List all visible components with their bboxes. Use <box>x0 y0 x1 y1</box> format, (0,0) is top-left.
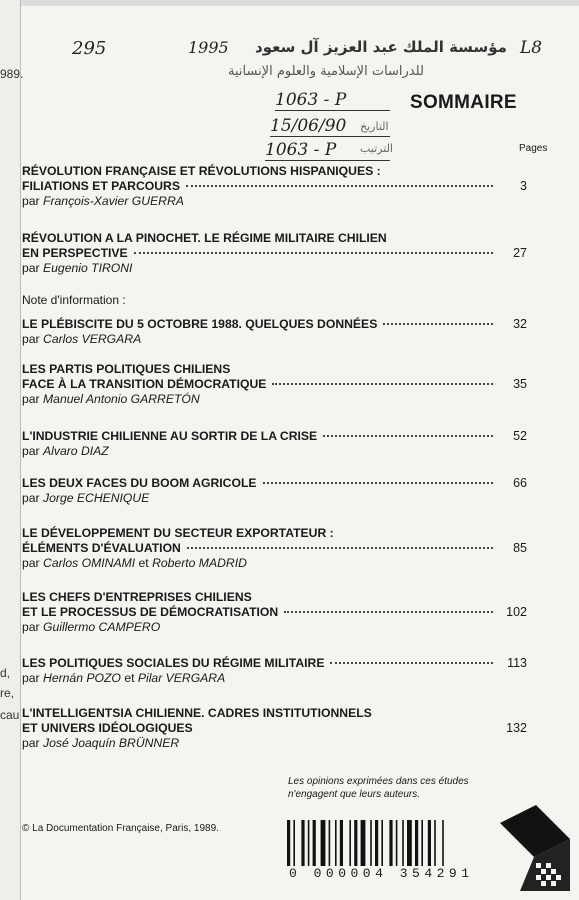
dot-leader <box>272 383 493 385</box>
handwritten-registration-1: 1063 - P <box>275 90 390 111</box>
handwritten-corner-number: 295 <box>72 38 107 59</box>
entry-title-line-2 <box>22 541 527 556</box>
entry-author: par François-Xavier GUERRA <box>22 194 184 208</box>
entry-author: par Guillermo CAMPERO <box>22 620 161 634</box>
stamp-line-2: للدراسات الإسلامية والعلوم الإنسانية <box>228 64 424 79</box>
entry-title-text: FILIATIONS ET PARCOURS <box>22 179 180 193</box>
entry-title-line-2 <box>22 605 527 620</box>
page-number: 102 <box>506 605 527 619</box>
entry-title-text: LES DEUX FACES DU BOOM AGRICOLE <box>22 476 257 490</box>
disclaimer-line-1: Les opinions exprimées dans ces études <box>288 776 469 787</box>
entry-title-line-1: LES CHEFS D'ENTREPRISES CHILIENS <box>22 590 252 604</box>
page-number: 85 <box>513 541 527 555</box>
entry-title-text: ÉLÉMENTS D'ÉVALUATION <box>22 541 181 555</box>
author-name: Carlos OMINAMI <box>43 556 136 570</box>
author-name: Manuel Antonio GARRETÓN <box>43 392 200 406</box>
toc-entry <box>22 476 527 505</box>
margin-text-3: cau <box>0 708 20 722</box>
dot-leader <box>187 547 493 549</box>
margin-text-2: re, <box>0 686 15 700</box>
page-number: 3 <box>520 179 527 193</box>
toc-entry <box>22 590 527 634</box>
page-number: 27 <box>513 246 527 260</box>
entry-title-line-2 <box>22 179 527 194</box>
dot-leader <box>330 662 493 664</box>
entry-title-line-2 <box>22 377 527 392</box>
page-number: 52 <box>513 429 527 443</box>
toc-entry <box>22 429 527 458</box>
entry-author: par Eugenio TIRONI <box>22 261 133 275</box>
author-name: Eugenio TIRONI <box>43 261 133 275</box>
entry-author: par Carlos OMINAMI et Roberto MADRID <box>22 556 247 570</box>
dot-leader <box>284 611 493 613</box>
dot-leader <box>383 323 493 325</box>
author-name: Pilar VERGARA <box>137 671 226 685</box>
author-name: Roberto MADRID <box>152 556 247 570</box>
entry-title-line <box>22 656 527 671</box>
handwritten-year: 1995 <box>188 38 229 57</box>
entry-title-text: EN PERSPECTIVE <box>22 246 128 260</box>
entry-title-line-1: RÉVOLUTION FRANÇAISE ET RÉVOLUTIONS HISPANIQUES : <box>22 164 381 178</box>
entry-title-line-2 <box>22 721 527 736</box>
pages-column-label: Pages <box>519 143 548 154</box>
entry-title-line-1: RÉVOLUTION A LA PINOCHET. LE RÉGIME MILITAIRE CHILIEN <box>22 231 387 245</box>
stamp-date-label: التاريخ <box>360 120 389 133</box>
margin-text-1: d, <box>0 666 11 680</box>
toc-entry <box>22 362 527 406</box>
barcode-number: 0 000004 354291 <box>289 866 474 881</box>
author-name: José Joaquín BRÜNNER <box>43 736 180 750</box>
entry-title-line-1: LE DÉVELOPPEMENT DU SECTEUR EXPORTATEUR : <box>22 526 334 540</box>
entry-title-line-1: L'INTELLIGENTSIA CHILIENNE. CADRES INSTITUTIONNELS <box>22 706 372 720</box>
entry-author: par Alvaro DIAZ <box>22 444 109 458</box>
entry-title-line <box>22 476 527 491</box>
author-name: François-Xavier GUERRA <box>43 194 184 208</box>
dot-leader <box>263 482 493 484</box>
toc-entry <box>22 231 527 275</box>
dot-leader <box>134 252 493 254</box>
copyright-notice: © La Documentation Française, Paris, 1989. <box>22 823 219 834</box>
entry-author: par Jorge ECHENIQUE <box>22 491 150 505</box>
author-name: Jorge ECHENIQUE <box>43 491 150 505</box>
dot-leader <box>323 435 493 437</box>
page-number: 66 <box>513 476 527 490</box>
publisher-logo <box>500 805 570 891</box>
adjacent-page-strip <box>0 0 24 900</box>
disclaimer-line-2: n'engagent que leurs auteurs. <box>288 789 421 800</box>
entry-title-line <box>22 317 527 332</box>
margin-text-num: 989. <box>0 67 24 81</box>
entry-title-text: ET UNIVERS IDÉOLOGIQUES <box>22 721 193 735</box>
entry-title-text: ET LE PROCESSUS DE DÉMOCRATISATION <box>22 605 279 619</box>
toc-entry <box>22 317 527 346</box>
entry-title-line-1: LES PARTIS POLITIQUES CHILIENS <box>22 362 231 376</box>
page-number: 132 <box>506 721 527 735</box>
entry-author: par Carlos VERGARA <box>22 332 142 346</box>
page-title: SOMMAIRE <box>410 92 517 113</box>
handwritten-ref: L8 <box>520 38 543 58</box>
entry-title-line-2 <box>22 246 527 261</box>
entry-author: par Manuel Antonio GARRETÓN <box>22 392 200 406</box>
author-name: Hernán POZO <box>43 671 121 685</box>
entry-title-text: LE PLÉBISCITE DU 5 OCTOBRE 1988. QUELQUES DONNÉES <box>22 317 378 331</box>
handwritten-date: 15/06/90 <box>270 116 390 137</box>
dot-leader <box>186 185 493 187</box>
toc-entry <box>22 526 527 570</box>
toc-entry <box>22 164 527 208</box>
toc-entry <box>22 706 527 750</box>
entry-title-text: FACE À LA TRANSITION DÉMOCRATIQUE <box>22 377 267 391</box>
disclaimer <box>288 775 469 801</box>
toc-entry <box>22 656 527 685</box>
entry-author: par Hernán POZO et Pilar VERGARA <box>22 671 226 685</box>
handwritten-registration-2: 1063 - P <box>265 140 390 161</box>
entry-title-line <box>22 429 527 444</box>
page-number: 35 <box>513 377 527 391</box>
entry-title-text: LES POLITIQUES SOCIALES DU RÉGIME MILITAIRE <box>22 656 325 670</box>
stamp-line-1: مؤسسة الملك عبد العزيز آل سعود <box>255 38 507 56</box>
author-name: Carlos VERGARA <box>43 332 142 346</box>
entry-title-text: L'INDUSTRIE CHILIENNE AU SORTIR DE LA CRISE <box>22 429 318 443</box>
author-name: Alvaro DIAZ <box>43 444 109 458</box>
note-label: Note d'information : <box>22 293 126 307</box>
page-number: 113 <box>507 656 527 670</box>
author-name: Guillermo CAMPERO <box>43 620 161 634</box>
stamp-order-label: الترتيب <box>360 142 393 155</box>
entry-author: par José Joaquín BRÜNNER <box>22 736 180 750</box>
page-number: 32 <box>513 317 527 331</box>
page-top-edge <box>20 0 579 6</box>
